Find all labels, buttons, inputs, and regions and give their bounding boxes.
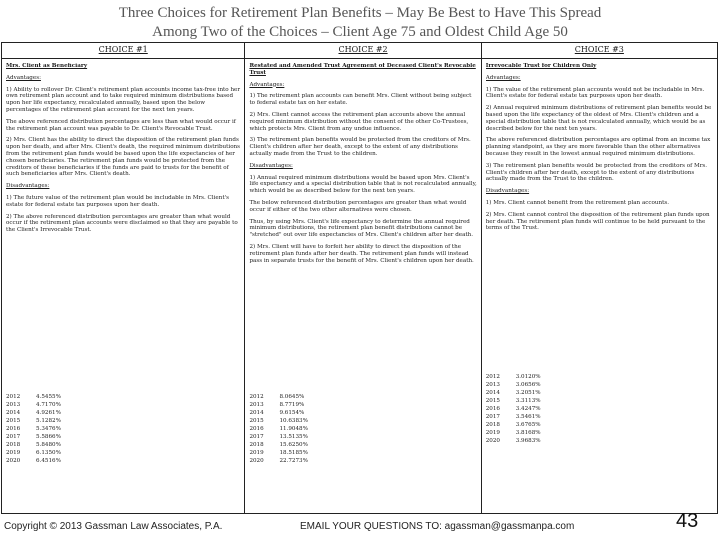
percentage-row bbox=[486, 381, 541, 389]
year: 2012 bbox=[6, 394, 21, 400]
title-line-2: Among Two of the Choices – Client Age 75 and Oldest Child Age 50 bbox=[152, 24, 568, 40]
paragraph: 3) The retirement plan benefits would be protected from the creditors of Mrs. Client's children after her death, except to the extent of any distributions actually made from the Trust to the children. bbox=[249, 137, 471, 157]
page-number: 43 bbox=[676, 510, 699, 532]
paragraph: The below referenced distribution percentages are greater than what would occur if either of the two other alternatives were chosen. bbox=[249, 199, 467, 213]
year: 2017 bbox=[249, 434, 264, 440]
year: 2018 bbox=[249, 442, 264, 448]
paragraph: 2) Annual required minimum distributions of retirement plan benefits would be based upon the life expectancy of the oldest of Mrs. Client's children and a special distribution table that is not recalculated annually, which would be as described below for the next ten years. bbox=[485, 105, 712, 132]
year: 2015 bbox=[6, 418, 21, 424]
percentage: 3.2051% bbox=[515, 390, 541, 396]
percentage-row bbox=[249, 457, 307, 465]
percentage: 6.4516% bbox=[36, 458, 61, 464]
percentage: 3.0120% bbox=[515, 374, 541, 380]
percentage-row bbox=[249, 409, 307, 417]
percentage: 13.5135% bbox=[279, 434, 308, 440]
year: 2019 bbox=[249, 450, 264, 456]
percentage: 3.0656% bbox=[515, 382, 541, 388]
percentage-row bbox=[6, 401, 61, 409]
distribution-percentages bbox=[486, 373, 541, 445]
percentage: 9.6154% bbox=[279, 410, 305, 416]
percentage-row bbox=[6, 449, 61, 457]
choice-2-cell bbox=[245, 59, 481, 514]
percentage: 3.6765% bbox=[515, 422, 541, 428]
distribution-percentages bbox=[6, 393, 61, 465]
percentage-row bbox=[6, 393, 61, 401]
choice-3-header: CHOICE #3 bbox=[481, 43, 717, 59]
percentage-row bbox=[486, 405, 541, 413]
percentage: 8.0645% bbox=[279, 394, 305, 400]
paragraph: The above referenced distribution percentages are optimal from an income tax planning standpoint, as they are more favorable than the other alternatives because they result in the lowest annual required minimum distributions. bbox=[485, 137, 711, 157]
percentage-row bbox=[6, 433, 61, 441]
copyright-text: Copyright © 2013 Gassman Law Associates, P.A. bbox=[4, 521, 223, 532]
section-label: Disadvantages: bbox=[249, 162, 293, 169]
percentage: 5.8480% bbox=[36, 442, 61, 448]
percentage: 4.7170% bbox=[36, 402, 61, 408]
choice-3-cell bbox=[481, 59, 717, 514]
percentage-row bbox=[486, 437, 541, 445]
choice-3-heading: Irrevocable Trust for Children Only bbox=[485, 63, 597, 69]
year: 2014 bbox=[485, 390, 500, 396]
title-line-1: Three Choices for Retirement Plan Benefits – May Be Best to Have This Spread bbox=[118, 5, 602, 21]
paragraph: Thus, by using Mrs. Client's life expectancy to determine the annual required minimum distributions, the retirement plan benefit distributions cannot be "stretched" out over life expectancies of Mrs. Client's children after her death. bbox=[249, 218, 474, 239]
choice-1-heading: Mrs. Client as Beneficiary bbox=[6, 63, 88, 69]
section-label: Advantages: bbox=[6, 74, 41, 81]
percentage: 4.5455% bbox=[36, 394, 61, 400]
percentage-row bbox=[249, 433, 307, 441]
paragraph: 1) Ability to rollover Dr. Client's retirement plan accounts income tax-free into her own retirement plan account and to take required minimum distributions based upon her life expectancy, recalculated annually, based upon the below percentages of the retirement plan account for the next ten years. bbox=[6, 86, 241, 113]
percentage-row bbox=[6, 457, 61, 465]
percentage-row bbox=[6, 417, 61, 425]
year: 2015 bbox=[485, 398, 500, 404]
year: 2016 bbox=[249, 426, 264, 432]
year: 2020 bbox=[485, 438, 500, 444]
percentage-row bbox=[249, 401, 307, 409]
paragraph: The above referenced distribution percentages are less than what would occur if the retirement plan account was payable to Dr. Client's Revocable Trust. bbox=[6, 118, 236, 132]
percentage: 5.3476% bbox=[36, 426, 61, 432]
percentage: 6.1350% bbox=[36, 450, 61, 456]
percentage-row bbox=[249, 393, 307, 401]
percentage-row bbox=[249, 425, 307, 433]
distribution-percentages bbox=[249, 393, 307, 465]
year: 2013 bbox=[249, 402, 264, 408]
percentage-row bbox=[486, 413, 541, 421]
year: 2014 bbox=[6, 410, 21, 416]
paragraph: 2) Mrs. Client will have to forfeit her ability to direct the disposition of the retirement plan funds after her death. The retirement plan funds will instead pass in separate trusts for the benefit of Mrs. Client's children upon her death. bbox=[249, 243, 474, 264]
paragraph: 2) Mrs. Client cannot control the disposition of the retirement plan funds upon her death. The retirement plan funds will continue to be held pursuant to the terms of the Trust. bbox=[485, 211, 710, 232]
email-line: EMAIL YOUR QUESTIONS TO: agassman@gassmanpa.com bbox=[300, 521, 575, 532]
section-label: Advantages: bbox=[485, 74, 521, 81]
percentage: 10.6383% bbox=[279, 418, 308, 424]
year: 2014 bbox=[249, 410, 264, 416]
year: 2015 bbox=[249, 418, 264, 424]
paragraph: 1) Mrs. Client cannot benefit from the retirement plan accounts. bbox=[485, 199, 670, 206]
year: 2016 bbox=[485, 406, 500, 412]
paragraph: 1) The future value of the retirement plan would be includable in Mrs. Client's estate for federal estate tax purposes upon her death. bbox=[6, 194, 229, 208]
year: 2012 bbox=[249, 394, 264, 400]
choice-2-heading: Restated and Amended Trust Agreement of Deceased Client's Revocable Trust bbox=[249, 63, 476, 76]
year: 2018 bbox=[485, 422, 500, 428]
slide-title bbox=[10, 4, 710, 42]
percentage-row bbox=[486, 421, 541, 429]
percentage: 3.8168% bbox=[515, 430, 541, 436]
percentage-row bbox=[486, 373, 541, 381]
year: 2013 bbox=[485, 382, 500, 388]
choice-1-cell bbox=[2, 59, 245, 514]
choice-2-header: CHOICE #2 bbox=[245, 43, 481, 59]
paragraph: 2) Mrs. Client cannot access the retirement plan accounts above the annual required minimum distribution without the consent of the other Co-Trustees, which protects Mrs. Client from any undue influence. bbox=[249, 111, 469, 132]
percentage-row bbox=[486, 397, 541, 405]
year: 2018 bbox=[6, 442, 21, 448]
section-label: Advantages: bbox=[249, 81, 285, 88]
section-label: Disadvantages: bbox=[485, 188, 530, 195]
year: 2016 bbox=[6, 426, 21, 432]
percentage-row bbox=[249, 417, 307, 425]
percentage-row bbox=[486, 429, 541, 437]
percentage-row bbox=[486, 389, 541, 397]
percentage-row bbox=[6, 425, 61, 433]
percentage: 3.5461% bbox=[515, 414, 541, 420]
percentage: 3.9683% bbox=[515, 438, 541, 444]
percentage-row bbox=[249, 441, 307, 449]
percentage: 11.9048% bbox=[279, 426, 308, 432]
percentage: 3.4247% bbox=[515, 406, 541, 412]
percentage: 15.6250% bbox=[279, 442, 308, 448]
percentage-row bbox=[249, 449, 307, 457]
percentage: 3.3113% bbox=[515, 398, 541, 404]
paragraph: 1) The retirement plan accounts can benefit Mrs. Client without being subject to federal estate tax on her estate. bbox=[249, 93, 472, 107]
year: 2019 bbox=[6, 450, 21, 456]
choices-table bbox=[1, 42, 718, 514]
percentage: 18.5185% bbox=[279, 450, 308, 456]
paragraph: 2) Mrs. Client has the ability to direct the disposition of the retirement plan funds upon her death, and after Mrs. Client's death, the required minimum distributions from the retirement plan funds would be based upon the life expectancies of her chosen beneficiaries. The retirement plan funds would be protected from the creditors of these beneficiaries if the funds are paid to trusts for the benefit of such beneficiaries after Mrs. Client's death. bbox=[6, 137, 241, 178]
year: 2019 bbox=[485, 430, 500, 436]
percentage-row bbox=[6, 441, 61, 449]
paragraph: 1) Annual required minimum distributions would be based upon Mrs. Client's life expectancy and a special distribution table that is not recalculated annually, which would be as described below for the next ten years. bbox=[249, 174, 477, 195]
year: 2020 bbox=[249, 458, 264, 464]
percentage: 22.7273% bbox=[279, 458, 308, 464]
paragraph: 1) The value of the retirement plan accounts would not be includable in Mrs. Client's estate for federal estate tax purposes upon her death. bbox=[485, 86, 705, 100]
percentage: 8.7719% bbox=[279, 402, 305, 408]
year: 2013 bbox=[6, 402, 21, 408]
percentage: 4.9261% bbox=[36, 410, 61, 416]
year: 2012 bbox=[485, 374, 500, 380]
paragraph: 3) The retirement plan benefits would be protected from the creditors of Mrs. Client's children after her death, except to the extent of any distributions actually made from the Trust to the children. bbox=[485, 162, 708, 183]
percentage: 5.1282% bbox=[36, 418, 61, 424]
percentage-row bbox=[6, 409, 61, 417]
year: 2020 bbox=[6, 458, 21, 464]
year: 2017 bbox=[485, 414, 500, 420]
choice-1-header: CHOICE #1 bbox=[2, 43, 245, 59]
year: 2017 bbox=[6, 434, 21, 440]
paragraph: 2) The above referenced distribution percentages are greater than what would occur if the retirement plan accounts were disclaimed so that they are payable to the Client's Irrevocable Trust. bbox=[6, 213, 238, 234]
section-label: Disadvantages: bbox=[6, 183, 50, 190]
percentage: 5.5866% bbox=[36, 434, 61, 440]
